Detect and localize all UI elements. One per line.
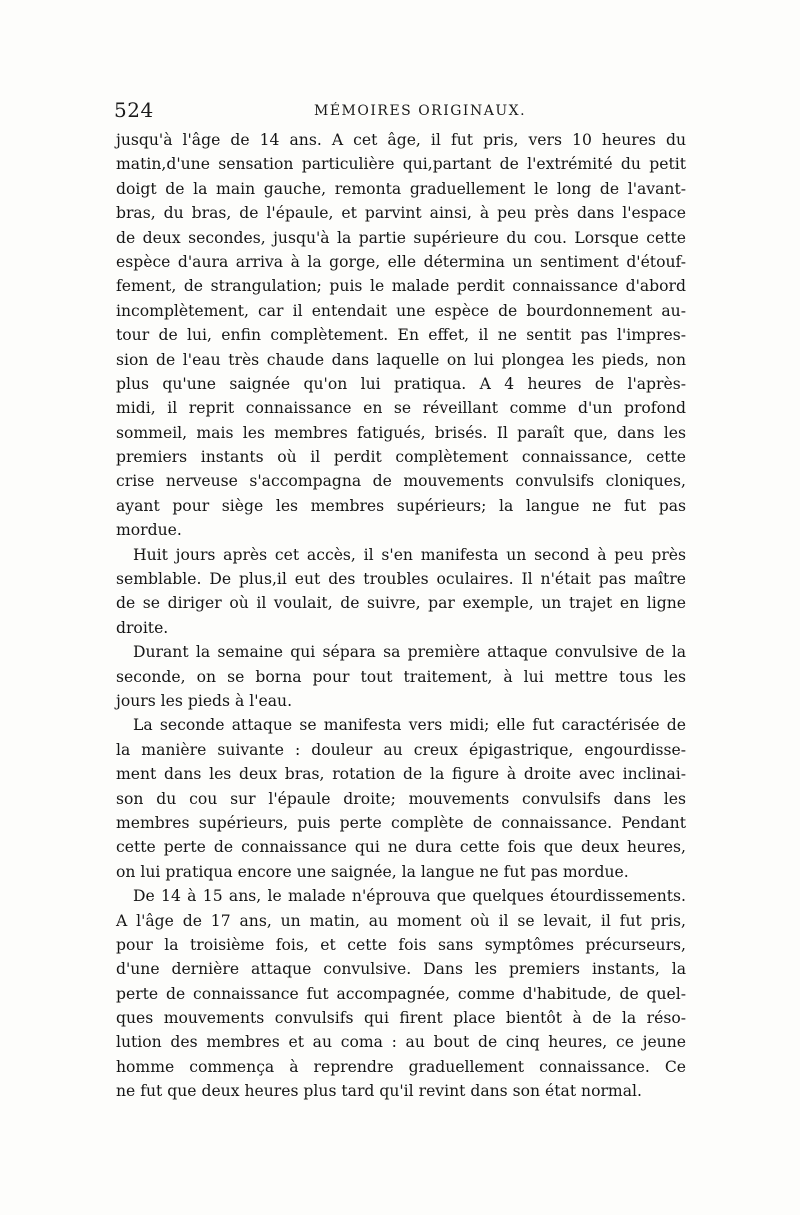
text-line: matin,d'une sensation particulière qui,partant de l'extrémité du petit [116,155,686,174]
text-line: incomplètement, car il entendait une espèce de bourdonnement au- [116,301,686,320]
paragraph [116,128,686,543]
text-line: sion de l'eau très chaude dans laquelle on lui plongea les pieds, non [116,350,686,369]
text-line: espèce d'aura arriva à la gorge, elle détermina un sentiment d'étouf- [116,252,686,271]
text-line: son du cou sur l'épaule droite; mouvements convulsifs dans les [116,789,686,808]
text-line: sommeil, mais les membres fatigués, brisés. Il paraît que, dans les [116,423,686,442]
paragraph [116,884,686,1104]
text-line: la manière suivante : douleur au creux épigastrique, engourdisse- [116,740,686,759]
text-line: fement, de strangulation; puis le malade perdit connaissance d'abord [116,277,686,296]
text-line: Huit jours après cet accès, il s'en manifesta un second à peu près [133,545,686,564]
text-line: doigt de la main gauche, remonta graduellement le long de l'avant- [116,179,686,198]
text-line: plus qu'une saignée qu'on lui pratiqua. A 4 heures de l'après- [116,374,686,393]
text-line: crise nerveuse s'accompagna de mouvements convulsifs cloniques, [116,472,686,491]
text-line: lution des membres et au coma : au bout de cinq heures, ce jeune [116,1033,686,1052]
paragraph [116,543,686,641]
page-header [114,94,694,122]
text-line: ment dans les deux bras, rotation de la figure à droite avec inclinai- [116,765,686,784]
text-line: jusqu'à l'âge de 14 ans. A cet âge, il fut pris, vers 10 heures du [116,131,686,149]
text-line: on lui pratiqua encore une saignée, la langue ne fut pas mordue. [116,862,629,881]
text-line: de deux secondes, jusqu'à la partie supérieure du cou. Lorsque cette [116,228,686,247]
text-line: droite. [116,618,169,637]
body-text [116,128,686,1104]
text-line: semblable. De plus,il eut des troubles oculaires. Il n'était pas maître [116,570,686,589]
text-line: bras, du bras, de l'épaule, et parvint ainsi, à peu près dans l'espace [116,204,686,223]
text-line: La seconde attaque se manifesta vers midi; elle fut caractérisée de [133,716,686,735]
text-line: ayant pour siège les membres supérieurs; la langue ne fut pas [116,496,686,515]
text-line: perte de connaissance fut accompagnée, comme d'habitude, de quel- [116,984,686,1003]
text-line: de se diriger où il voulait, de suivre, par exemple, un trajet en ligne [116,594,686,613]
text-line: ne fut que deux heures plus tard qu'il revint dans son état normal. [116,1082,642,1101]
text-line: cette perte de connaissance qui ne dura cette fois que deux heures, [116,838,686,857]
text-line: homme commença à reprendre graduellement connaissance. Ce [116,1057,686,1076]
text-line: mordue. [116,521,182,540]
text-line: premiers instants où il perdit complètement connaissance, cette [116,448,686,467]
text-line: ques mouvements convulsifs qui firent place bientôt à de la réso- [116,1009,686,1028]
text-line: membres supérieurs, puis perte complète de connaissance. Pendant [116,813,686,832]
text-line: tour de lui, enfin complètement. En effet, il ne sentit pas l'impres- [116,326,686,345]
text-line: Durant la semaine qui sépara sa première attaque convulsive de la [133,643,686,662]
text-line: De 14 à 15 ans, le malade n'éprouva que quelques étourdissements. [133,887,686,906]
text-line: jours les pieds à l'eau. [116,691,293,710]
text-line: d'une dernière attaque convulsive. Dans les premiers instants, la [116,960,686,979]
text-line: pour la troisième fois, et cette fois sans symptômes précurseurs, [116,935,686,954]
running-title: MÉMOIRES ORIGINAUX. [314,103,527,119]
paragraph [116,713,686,884]
text-line: midi, il reprit connaissance en se réveillant comme d'un profond [116,399,686,418]
text-line: seconde, on se borna pour tout traitement, à lui mettre tous les [116,667,686,686]
text-line: A l'âge de 17 ans, un matin, au moment où il se levait, il fut pris, [116,911,686,930]
paragraph [116,640,686,713]
page-number: 524 [114,98,154,122]
